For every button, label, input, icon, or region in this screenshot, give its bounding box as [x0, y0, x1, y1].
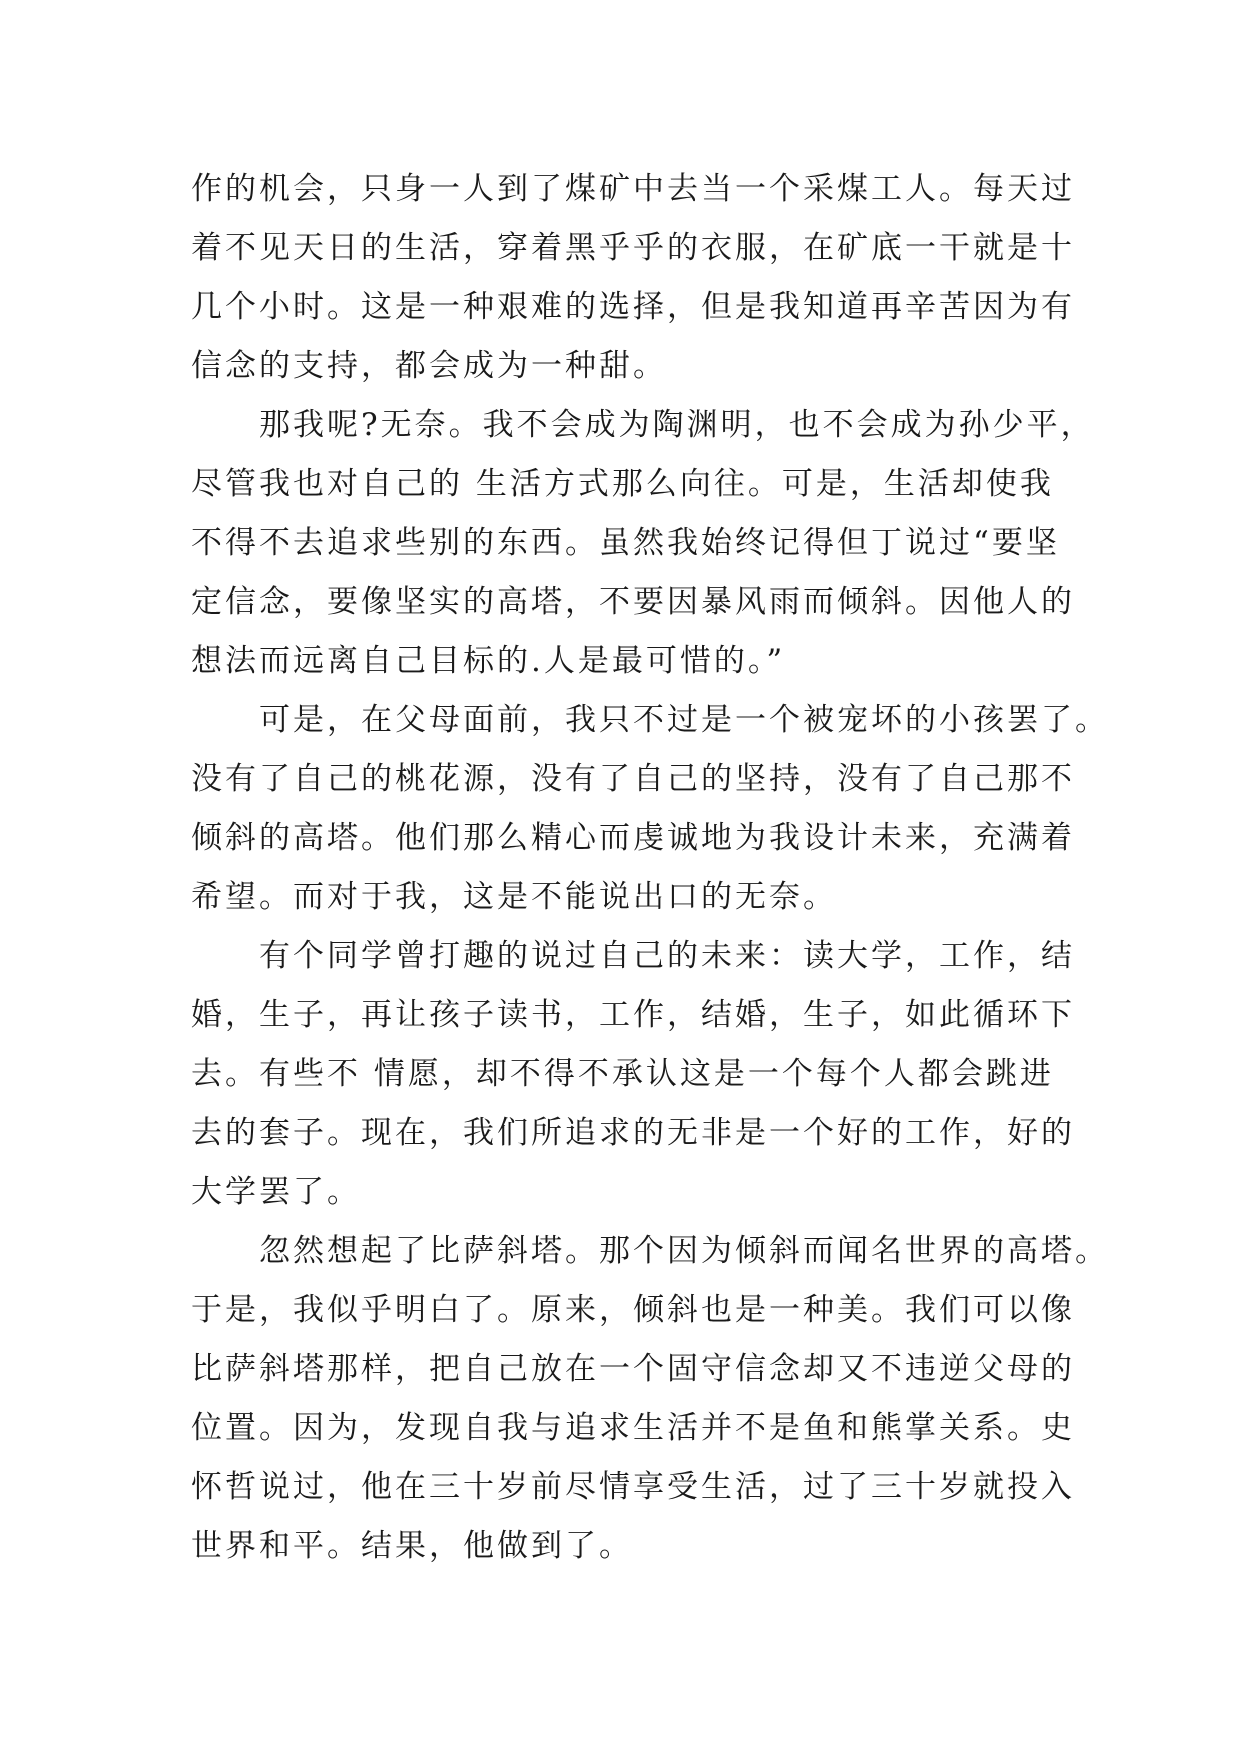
- text-line: 希望。而对于我，这是不能说出口的无奈。: [191, 879, 837, 915]
- text-line: 几个小时。这是一种艰难的选择，但是我知道再辛苦因为有: [191, 289, 1075, 325]
- text-line: 可是，在父母面前，我只不过是一个被宠坏的小孩罢了。: [191, 702, 1109, 738]
- text-line: 信念的支持，都会成为一种甜。: [191, 348, 667, 384]
- text-line: 那我呢?无奈。我不会成为陶渊明，也不会成为孙少平，: [191, 407, 1095, 443]
- text-line: 倾斜的高塔。他们那么精心而虔诚地为我设计未来，充满着: [191, 820, 1075, 856]
- text-line: 着不见天日的生活，穿着黑乎乎的衣服，在矿底一干就是十: [191, 230, 1075, 266]
- text-line: 婚，生子，再让孩子读书，工作，结婚，生子，如此循环下: [191, 997, 1075, 1033]
- text-line: 位置。因为，发现自我与追求生活并不是鱼和熊掌关系。史: [191, 1410, 1075, 1446]
- paragraph-5: [191, 1222, 1109, 1576]
- text-line: 想法而远离自己目标的.人是最可惜的。”: [191, 643, 786, 679]
- text-line: 比萨斜塔那样，把自己放在一个固守信念却又不违逆父母的: [191, 1351, 1075, 1387]
- text-line: 去。有些不 情愿，却不得不承认这是一个每个人都会跳进: [191, 1056, 1054, 1092]
- text-line: 不得不去追求些别的东西。虽然我始终记得但丁说过“要坚: [191, 525, 1060, 561]
- text-line: 作的机会，只身一人到了煤矿中去当一个采煤工人。每天过: [191, 171, 1075, 207]
- text-line: 忽然想起了比萨斜塔。那个因为倾斜而闻名世界的高塔。: [191, 1233, 1109, 1269]
- paragraph-1: [191, 160, 1075, 396]
- paragraph-3: [191, 691, 1109, 927]
- text-line: 没有了自己的桃花源，没有了自己的坚持，没有了自己那不: [191, 761, 1075, 797]
- text-line: 有个同学曾打趣的说过自己的未来：读大学，工作，结: [191, 938, 1075, 974]
- essay-body: [191, 160, 1109, 1576]
- text-line: 于是，我似乎明白了。原来，倾斜也是一种美。我们可以像: [191, 1292, 1075, 1328]
- paragraph-2: [191, 396, 1095, 691]
- text-line: 尽管我也对自己的 生活方式那么向往。可是，生活却使我: [191, 466, 1054, 502]
- text-line: 世界和平。结果，他做到了。: [191, 1528, 633, 1564]
- text-line: 定信念，要像坚实的高塔，不要因暴风雨而倾斜。因他人的: [191, 584, 1075, 620]
- text-line: 大学罢了。: [191, 1174, 361, 1210]
- text-line: 怀哲说过，他在三十岁前尽情享受生活，过了三十岁就投入: [191, 1469, 1075, 1505]
- text-line: 去的套子。现在，我们所追求的无非是一个好的工作，好的: [191, 1115, 1075, 1151]
- paragraph-4: [191, 927, 1075, 1222]
